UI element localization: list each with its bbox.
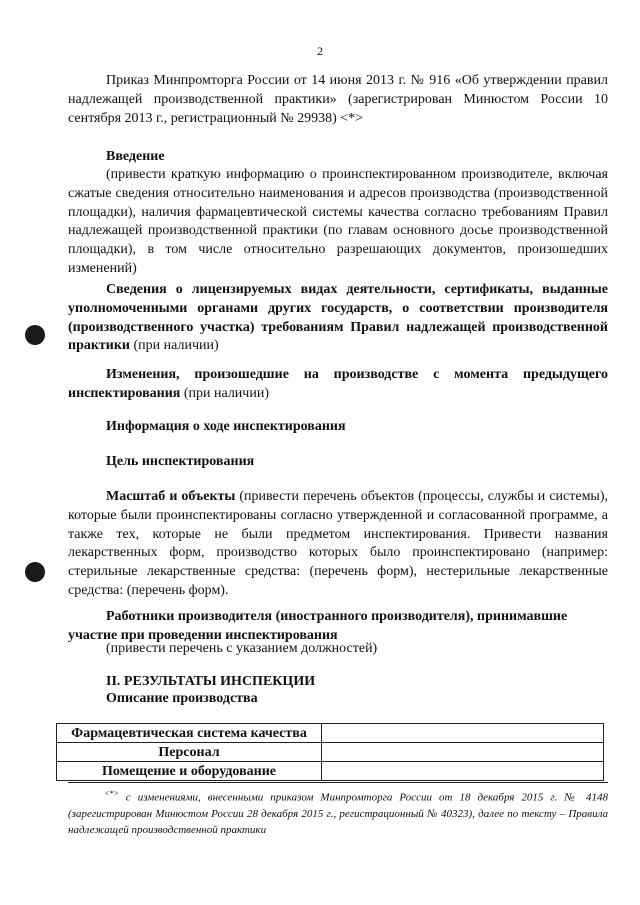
changes-bold: Изменения, произошедшие на производстве с момента предыдущего инспектирования — [68, 367, 608, 401]
table-cell-label: Фармацевтическая система качества — [57, 724, 322, 743]
licensing-bold: Сведения о лицензируемых видах деятельности, сертификаты, выданные уполномоченными органами других государств, о соответствии производителя (производственного участка) требованиям Правил надлежащей производственной практики — [68, 282, 608, 354]
footnote-marker: <*> — [104, 789, 119, 798]
results-subheading: Описание производства — [106, 691, 258, 706]
changes-note: (при наличии) — [180, 385, 269, 401]
changes-paragraph — [68, 366, 608, 404]
staff-heading: Работники производителя (иностранного производителя), принимавшие участие при проведении инспектирования — [68, 609, 568, 643]
punch-hole-bottom — [25, 562, 45, 582]
results-heading: II. РЕЗУЛЬТАТЫ ИНСПЕКЦИИ — [106, 674, 316, 689]
footnote-divider — [68, 782, 608, 783]
table-cell-value — [322, 743, 604, 762]
licensing-paragraph — [68, 281, 608, 356]
footnote-text: с изменениями, внесенными приказом Минпромторга России от 18 декабря 2015 г. № 4148 (зарегистрирован Минюстом России 28 декабря 2015 г., регистрационный № 40323), далее по тексту – Правила надлежащей производственной практики — [68, 791, 608, 836]
order-reference: Приказ Минпромторга России от 14 июня 2013 г. № 916 «Об утверждении правил надлежащей производственной практики» (зарегистрирован Минюстом России 10 сентября 2013 г., регистрационный № 29938) <*> — [68, 73, 608, 126]
table-row — [57, 762, 604, 781]
footnote — [68, 786, 608, 838]
intro-heading: Введение — [106, 149, 165, 164]
info-heading: Информация о ходе инспектирования — [106, 419, 346, 434]
licensing-note: (при наличии) — [130, 338, 219, 354]
table-cell-label: Персонал — [57, 743, 322, 762]
scope-bold: Масштаб и объекты — [106, 489, 236, 504]
goal-heading: Цель инспектирования — [106, 454, 255, 469]
staff-text: (привести перечень с указанием должностей) — [106, 641, 378, 656]
page-number: 2 — [317, 44, 323, 58]
scope-paragraph — [68, 488, 608, 601]
scope-text: (привести перечень объектов (процессы, службы и системы), которые были проинспектированы согласно утвержденной и согласованной программе, а также тех, которые не были предметом инспектирования. Привести названия лекарственных форм, производство которых было проинспектировано (например: стерильные лекарственные средства: (перечень форм), нестерильные лекарственные средства: (перечень форм). — [68, 489, 609, 598]
table-row — [57, 724, 604, 743]
table-row — [57, 743, 604, 762]
intro-text: (привести краткую информацию о проинспектированном производителе, включая сжатые сведения относительно наименования и адресов производства (производственной площадки), наличия фармацевтической системы качества согласно требованиям Правил надлежащей производственной практики (по главам основного досье производственной площадки), в том числе относительно разрешающих документов, произошедших изменений) — [68, 167, 608, 276]
table-cell-value — [322, 762, 604, 781]
table-cell-label: Помещение и оборудование — [57, 762, 322, 781]
production-table — [56, 723, 604, 781]
table-cell-value — [322, 724, 604, 743]
punch-hole-top — [25, 325, 45, 345]
